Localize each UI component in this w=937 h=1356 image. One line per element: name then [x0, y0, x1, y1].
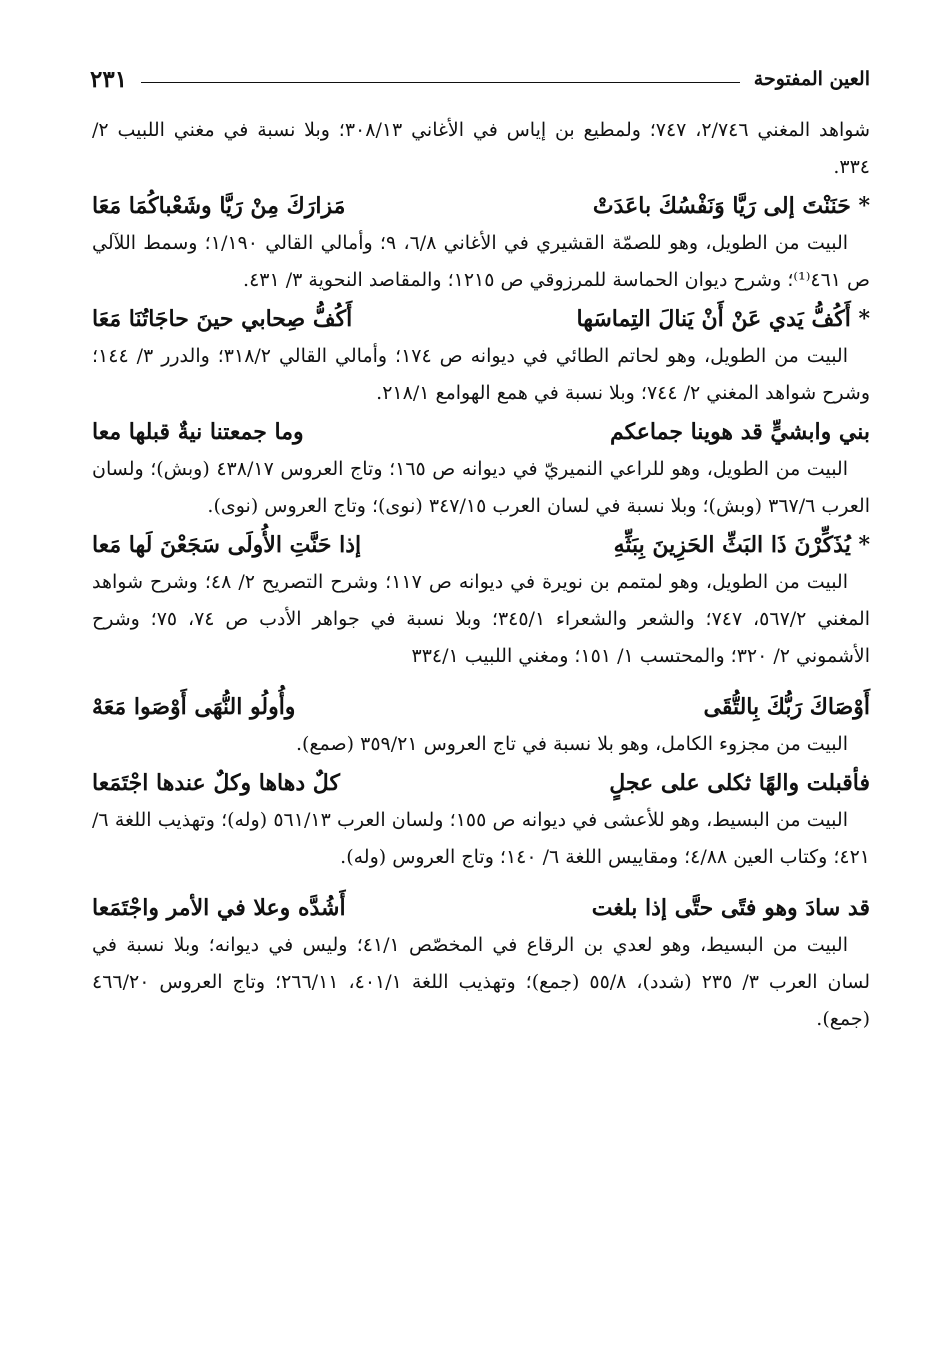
verse-line: [92, 188, 870, 225]
page-header: [90, 60, 870, 98]
verse-line: [92, 689, 870, 726]
page-body: [92, 112, 870, 1038]
verse-line: [92, 765, 870, 802]
verse-line: [92, 890, 870, 927]
verse-first-hemistich: بني وابشيٍّ قد هوينا جماعكم: [610, 419, 870, 445]
verse-first-hemistich: أَوْصَاكَ رَبُّكَ بِالتُّقَى: [703, 694, 870, 720]
verse-line: [92, 301, 870, 338]
verse-line: [92, 527, 870, 564]
verse-second-hemistich: وما جمعتنا نيةٌ قبلها معا: [92, 419, 304, 445]
verse-first-hemistich: * حَنَنْتَ إلى رَيَّا وَنَفْسُكَ باعَدَتْ: [592, 193, 870, 219]
verse-first-hemistich: * يُذَكِّرْنَ ذَا البَثِّ الحَزِينَ بِبَثِّهِ: [613, 532, 870, 558]
verse-note: البيت من الطويل، وهو للراعي النميريّ في ديوانه ص ١٦٥؛ وتاج العروس ٤٣٨/١٧ (وبش)؛ ولسان العرب ٣٦٧/٦ (وبش)؛ وبلا نسبة في لسان العرب ٣٤٧/١٥ (نوى)؛ وتاج العروس (نوى).: [92, 458, 870, 517]
verse-first-hemistich: * أَكُفُّ يَدي عَنْ أَنْ يَنالَ التِماسَها: [576, 306, 870, 332]
verse-second-hemistich: مَزارَكَ مِنْ رَيَّا وشَعْباكُمَا مَعَا: [92, 193, 346, 219]
verse-second-hemistich: وأُولُو النُّهَى أَوْصَوا مَعَهْ: [92, 694, 296, 720]
header-rule: [141, 82, 740, 83]
verse-note: البيت من الطويل، وهو لحاتم الطائي في ديوانه ص ١٧٤؛ وأمالي القالي ٣١٨/٢؛ والدرر ٣/ ١٤٤؛ وشرح شواهد المغني ٢/ ٧٤٤؛ وبلا نسبة في همع الهوامع ٢١٨/١.: [92, 345, 870, 404]
verse-second-hemistich: إذا حَنَّتِ الأُولَى سَجَعْنَ لَها مَعا: [92, 532, 362, 558]
verse-note: البيت من البسيط، وهو لعدي بن الرقاع في المخصّص ٤١/١؛ وليس في ديوانه؛ وبلا نسبة في لسان العرب ٣/ ٢٣٥ (شدد)، ٥٥/٨ (جمع)؛ وتهذيب اللغة ٤٠١/١، ٢٦٦/١١؛ وتاج العروس ٤٦٦/٢٠ (جمع).: [92, 934, 871, 1030]
intro-paragraph: شواهد المغني ٢/٧٤٦، ٧٤٧؛ ولمطيع بن إياس في الأغاني ٣٠٨/١٣؛ وبلا نسبة في مغني اللبيب ٢/ ٣٣٤.: [92, 119, 871, 178]
verse-second-hemistich: كلٌ دهاها وكلٌ عندها اجْتَمَعا: [92, 770, 340, 796]
verse-second-hemistich: أَشُدَّه وعلا في الأمر واجْتَمَعا: [92, 895, 346, 921]
verse-first-hemistich: فأقبلت والهًا ثكلى على عجلٍ: [609, 770, 870, 796]
verse-note: البيت من الطويل، وهو للصمّة القشيري في الأغاني ٦/٨، ٩؛ وأمالي القالي ١/١٩٠؛ وسمط اللآلي ص ٤٦١⁽¹⁾؛ وشرح ديوان الحماسة للمرزوقي ص ١٢١٥؛ والمقاصد النحوية ٣/ ٤٣١.: [92, 232, 870, 291]
verse-line: [92, 414, 870, 451]
verse-note: البيت من البسيط، وهو للأعشى في ديوانه ص ١٥٥؛ ولسان العرب ٥٦١/١٣ (وله)؛ وتهذيب اللغة ٦/ ٤٢١؛ وكتاب العين ٤/٨٨؛ ومقاييس اللغة ٦/ ١٤٠؛ وتاج العروس (وله).: [92, 809, 870, 868]
verse-second-hemistich: أَكُفُّ صِحابي حينَ حاجَاتُنَا مَعَا: [92, 306, 353, 332]
verse-note: البيت من الطويل، وهو لمتمم بن نويرة في ديوانه ص ١١٧؛ وشرح التصريح ٢/ ٤٨؛ وشرح شواهد المغني ٥٦٧/٢، ٧٤٧؛ والشعر والشعراء ٣٤٥/١؛ وبلا نسبة في جواهر الأدب ص ٧٤، ٧٥؛ وشرح الأشموني ٢/ ٣٢٠؛ والمحتسب ١/ ١٥١؛ ومغني اللبيب ٣٣٤/١: [92, 571, 870, 667]
page-number: ٢٣١: [90, 65, 128, 93]
running-title: العين المفتوحة: [753, 68, 870, 90]
verse-note: البيت من مجزوء الكامل، وهو بلا نسبة في تاج العروس ٣٥٩/٢١ (صمع).: [295, 733, 848, 755]
verse-first-hemistich: قد سادَ وهو فتًى حتَّى إذا بلغت: [591, 895, 870, 921]
